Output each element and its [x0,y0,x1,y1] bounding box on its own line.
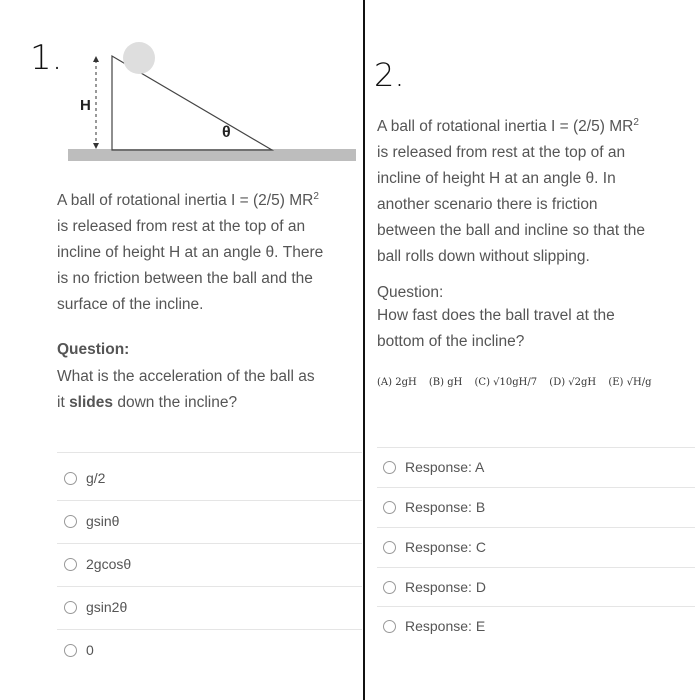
response-c[interactable]: Response: C [383,539,486,555]
problem-text-1: A ball of rotational inertia I = (2/5) $MR^2$ is released from rest at the top of an incline of height H at an angle θ. There is no friction between the ball and the surface of the incline. [57,190,324,313]
option-2gcos[interactable]: 2gcosθ [64,556,131,572]
response-d[interactable]: Response: D [383,579,486,595]
option-separator [377,487,695,488]
radio-button[interactable] [383,541,396,554]
question-panel-2 [366,0,700,700]
choice-d: (D) √2gH [549,377,597,388]
question-text-2: How fast does the ball travel at the bottom of the incline? [377,307,615,350]
height-label: H [80,97,91,114]
radio-button[interactable] [64,472,77,485]
height-arrow-top [93,56,99,62]
option-separator [57,500,362,501]
choice-e: (E) √H/g [608,377,652,388]
option-separator [57,543,362,544]
option-gsin2[interactable]: gsin2θ [64,599,127,615]
option-separator [377,527,695,528]
ball [123,42,155,74]
response-b[interactable]: Response: B [383,499,485,515]
question-label-2: Question: [377,284,444,301]
radio-button[interactable] [64,601,77,614]
answer-choices [377,377,661,388]
response-e[interactable]: Response: E [383,618,485,634]
option-g-half[interactable]: g/2 [64,470,105,486]
choice-c: (C) √10gH/7 [474,377,538,388]
choice-a: (A) 2gH [377,377,417,388]
option-separator [377,606,695,607]
choice-b: (B) gH [428,377,463,388]
radio-button[interactable] [383,461,396,474]
option-separator [377,567,695,568]
radio-button[interactable] [64,644,77,657]
option-separator [57,586,362,587]
incline-diagram [0,0,364,170]
question-number-2: 2. [374,56,405,94]
radio-button[interactable] [64,558,77,571]
ground-surface [68,149,356,161]
option-zero[interactable]: 0 [64,642,94,658]
radio-button[interactable] [383,620,396,633]
radio-button[interactable] [64,515,77,528]
radio-button[interactable] [383,581,396,594]
response-a[interactable]: Response: A [383,459,484,475]
question-number-1: 1. [30,38,63,78]
question-label-1: Question: [57,341,130,358]
option-separator [57,452,362,453]
option-separator [57,629,362,630]
height-arrow-bottom [93,143,99,149]
option-gsin[interactable]: gsinθ [64,513,119,529]
option-separator [377,447,695,448]
angle-label: θ [222,124,231,141]
problem-text-2: A ball of rotational inertia I = (2/5) $MR^2$ is released from rest at the top of an incline of height H at an angle θ. In another scenario there is friction between the ball and incline so that the ball rolls down without slipping. [377,116,645,265]
question-text-1: What is the acceleration of the ball as it slides down the incline? [57,368,315,411]
radio-button[interactable] [383,501,396,514]
